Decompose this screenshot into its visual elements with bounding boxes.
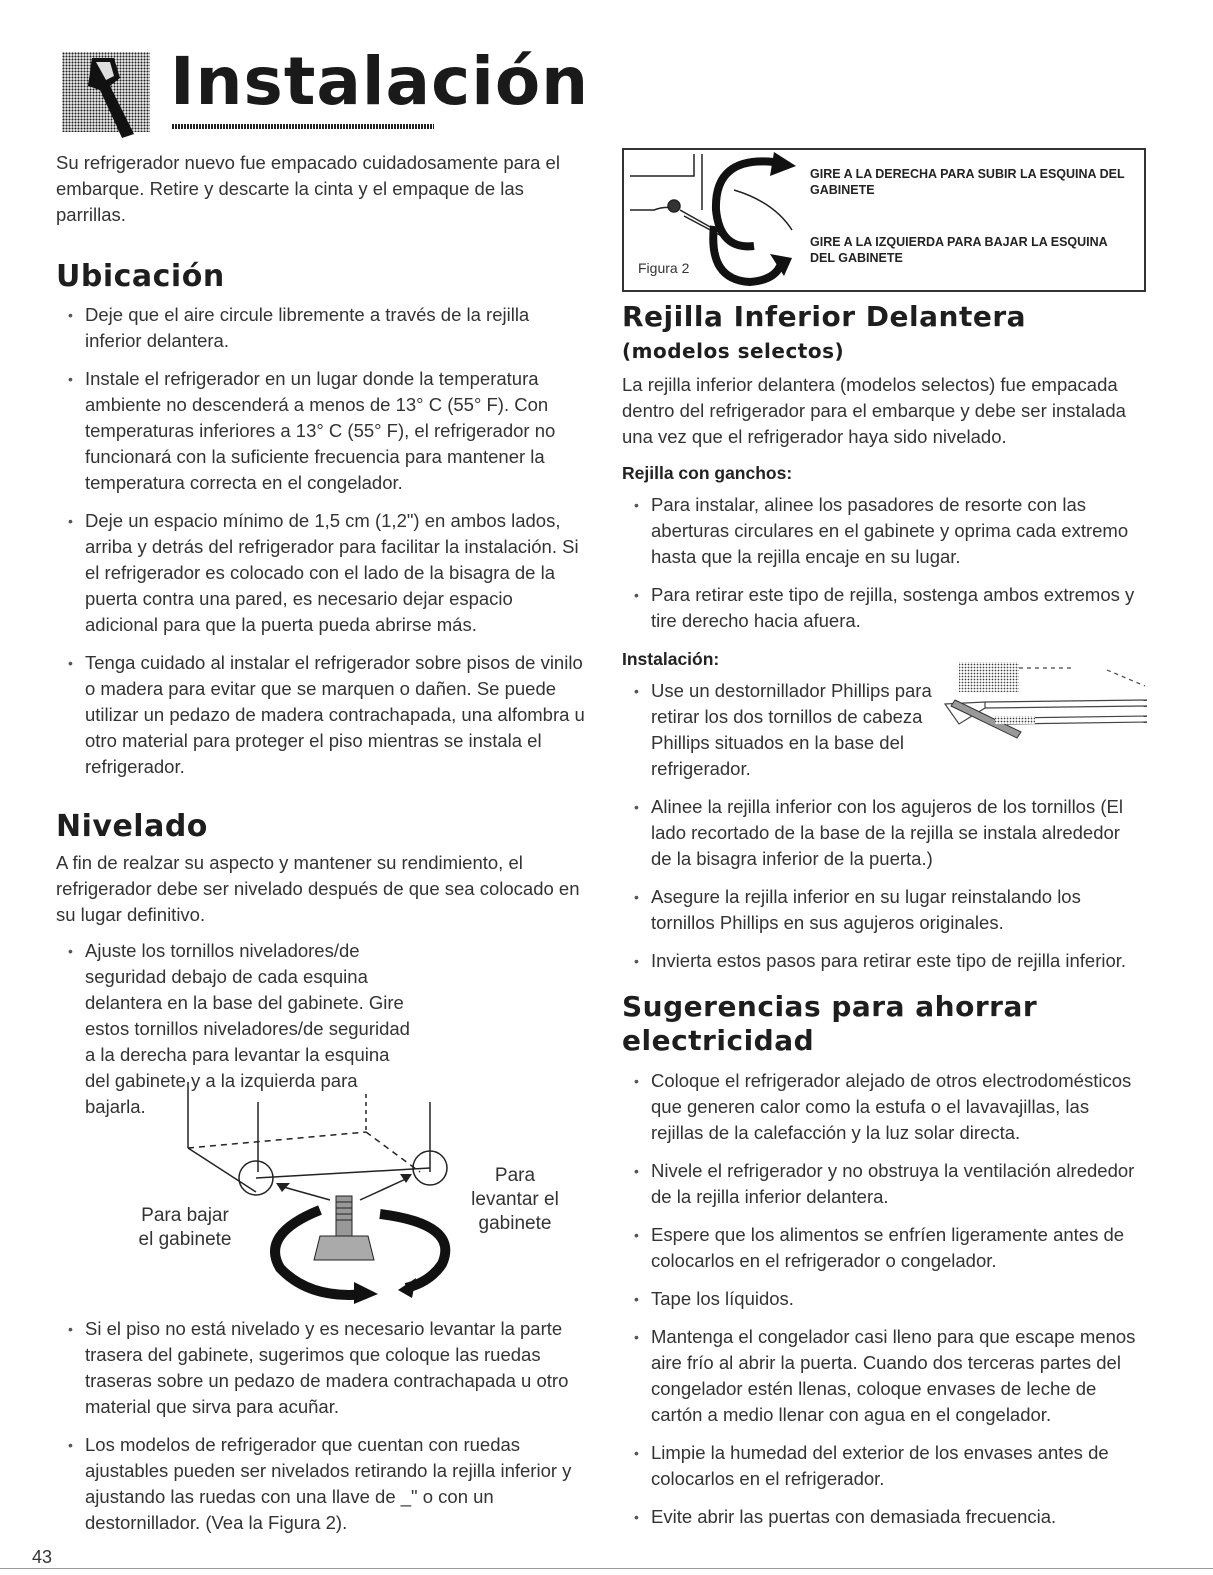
page-number: 43 xyxy=(32,1547,53,1567)
figure-2-text-up: GIRE A LA DERECHA PARA SUBIR LA ESQUINA DEL GABINETE xyxy=(810,167,1125,197)
section-title-ubicacion: Ubicación xyxy=(56,259,225,294)
list-item: • Tenga cuidado al instalar el refrigerador sobre pisos de vinilo o madera para evitar que se marquen o dañen. Se puede utilizar un pedazo de madera contrachapada, una alfombra u otro material para proteger el piso mientras se instala el refrigerador. xyxy=(56,650,586,780)
page-header xyxy=(62,42,622,142)
list-item: • Evite abrir las puertas con demasiada frecuencia. xyxy=(622,1504,1142,1530)
list-item: • Espere que los alimentos se enfríen ligeramente antes de colocarlos en el refrigerador o congelador. xyxy=(622,1222,1142,1274)
list-item: • Limpie la humedad del exterior de los envases antes de colocarlos en el refrigerador. xyxy=(622,1440,1142,1492)
list-item: • Use un destornillador Phillips para retirar los dos tornillos de cabeza Phillips situados en la base del refrigerador. xyxy=(622,678,1142,782)
intro-paragraph: Su refrigerador nuevo fue empacado cuidadosamente para el embarque. Retire y descarte la cinta y el empaque de las parrillas. xyxy=(56,152,560,225)
leveling-figure xyxy=(130,1068,570,1304)
list-item: • Deje un espacio mínimo de 1,5 cm (1,2") en ambos lados, arriba y detrás del refrigerador para facilitar la instalación. Si el refrigerador es colocado con el lado de la bisagra de la puerta contra una pared, es necesario dejar espacio adicional para que la puerta pueda abrirse más. xyxy=(56,508,586,638)
section-title-nivelado: Nivelado xyxy=(56,809,208,844)
list-item: • Asegure la rejilla inferior en su lugar reinstalando los tornillos Phillips en sus agujeros originales. xyxy=(622,884,1142,936)
nivelado-intro: A fin de realzar su aspecto y mantener su rendimiento, el refrigerador debe ser nivelado después de que sea colocado en su lugar definitivo. xyxy=(56,852,580,925)
list-item: • Para instalar, alinee los pasadores de resorte con las aberturas circulares en el gabinete y oprima cada extremo hasta que la rejilla encaje en su lugar. xyxy=(622,492,1142,570)
subheading-instalacion: Instalación: xyxy=(622,649,720,669)
page-title: Instalación xyxy=(170,43,590,120)
wrench-tool-icon xyxy=(62,52,158,138)
figure-2-label: Figura 2 xyxy=(638,260,690,276)
nivelado-list-continued xyxy=(56,1316,586,1536)
raise-label-line1: Para xyxy=(494,1165,536,1186)
section-title-sugerencias: Sugerencias para ahorrar electricidad xyxy=(622,990,1038,1057)
list-item: • Ajuste los tornillos niveladores/de seguridad debajo de cada esquina delantera en la base del gabinete. Gire estos tornillos niveladores/de seguridad a la derecha para levantar la esquina del gabinete y a la izquierda para bajarla. xyxy=(56,938,586,1120)
footer-divider xyxy=(0,1568,1213,1569)
list-item: • Mantenga el congelador casi lleno para que escape menos aire frío al abrir la puerta. Cuando dos terceras partes del congelador estén llenas, coloque envases de leche de cartón a medio llenar con agua en el congelador. xyxy=(622,1324,1142,1428)
raise-label-line2: levantar el xyxy=(471,1189,559,1210)
list-item: • Alinee la rejilla inferior con los agujeros de los tornillos (El lado recortado de la base de la rejilla se instala alrededor de la bisagra inferior de la puerta.) xyxy=(622,794,1142,872)
list-item: • Instale el refrigerador en un lugar donde la temperatura ambiente no descenderá a menos de 13° C (55° F). Con temperaturas inferiores a 13° C (55° F), el refrigerador no funcionará con la suficiente frecuencia para mantener la temperatura correcta en el congelador. xyxy=(56,366,586,496)
figure-2-text-down: GIRE A LA IZQUIERDA PARA BAJAR LA ESQUINA DEL GABINETE xyxy=(810,235,1108,265)
left-column-bottom xyxy=(56,1316,586,1548)
list-item: • Coloque el refrigerador alejado de otros electrodomésticos que generen calor como la estufa o el lavavajillas, las rejillas de la calefacción y la luz solar directa. xyxy=(622,1068,1142,1146)
right-column xyxy=(622,300,1142,1542)
section-title-rejilla: Rejilla Inferior Delantera xyxy=(622,300,1027,333)
list-item: • Deje que el aire circule libremente a través de la rejilla inferior delantera. xyxy=(56,302,586,354)
figure-2-box xyxy=(622,148,1146,292)
list-item: • Nivele el refrigerador y no obstruya la ventilación alrededor de la rejilla inferior delantera. xyxy=(622,1158,1142,1210)
list-item: • Tape los líquidos. xyxy=(622,1286,1142,1312)
ubicacion-list xyxy=(56,302,586,780)
sugerencias-list xyxy=(622,1068,1142,1530)
lower-label-line2: el gabinete xyxy=(138,1229,232,1250)
rejilla-intro: La rejilla inferior delantera (modelos selectos) fue empacada dentro del refrigerador para el embarque y debe ser instalada una vez que el refrigerador haya sido nivelado. xyxy=(622,374,1126,447)
ganchos-list xyxy=(622,492,1142,634)
subheading-ganchos: Rejilla con ganchos: xyxy=(622,463,793,483)
list-item: • Los modelos de refrigerador que cuentan con ruedas ajustables pueden ser nivelados retirando la rejilla inferior y ajustando las ruedas con una llave de _" o con un destornillador. (Vea la Figura 2). xyxy=(56,1432,586,1536)
list-item: • Si el piso no está nivelado y es necesario levantar la parte trasera del gabinete, sugerimos que coloque las ruedas traseras sobre un pedazo de madera contrachapada u otro material que sirva para acuñar. xyxy=(56,1316,586,1420)
left-column xyxy=(56,150,586,1132)
section-subtitle-rejilla: (modelos selectos) xyxy=(622,339,845,363)
list-item: • Invierta estos pasos para retirar este tipo de rejilla inferior. xyxy=(622,948,1142,974)
grille-screw-figure xyxy=(925,660,1147,750)
raise-label-line3: gabinete xyxy=(478,1213,552,1234)
title-underline xyxy=(172,124,434,129)
list-item: • Para retirar este tipo de rejilla, sostenga ambos extremos y tire derecho hacia afuera. xyxy=(622,582,1142,634)
lower-label-line1: Para bajar xyxy=(141,1205,229,1226)
